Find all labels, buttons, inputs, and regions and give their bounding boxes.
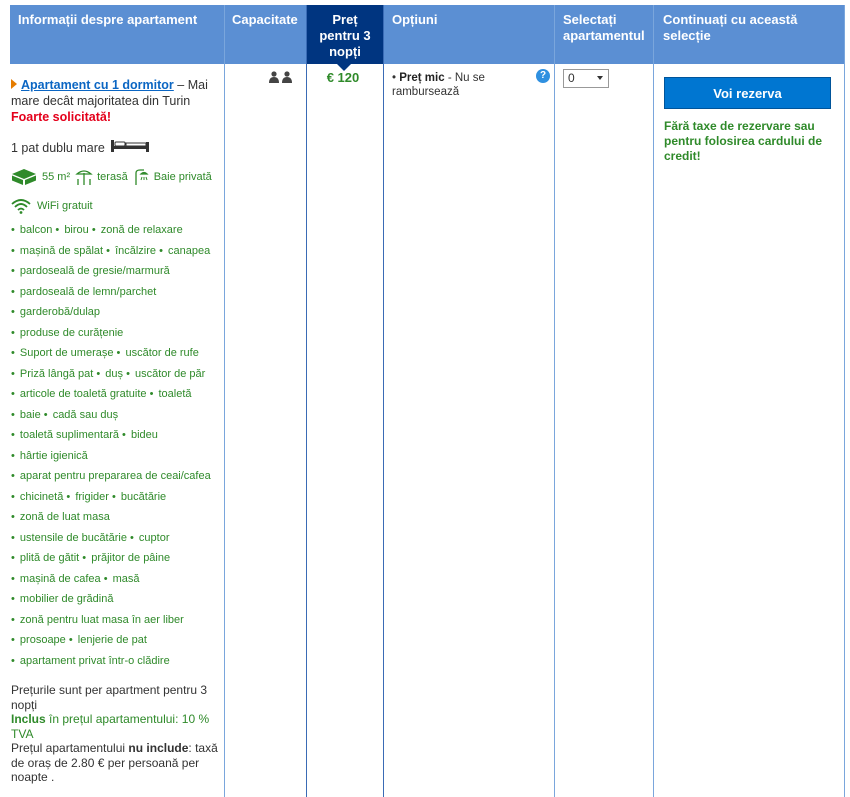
chevron-down-icon xyxy=(597,76,603,80)
wifi-label: WiFi gratuit xyxy=(37,200,93,212)
amenity-item: garderobă/dulap xyxy=(19,306,101,318)
amenity-item: articole de toaletă gratuite xyxy=(19,388,147,400)
amenity-line xyxy=(11,384,223,405)
amenity-item: hârtie igienică xyxy=(19,449,88,462)
bathroom-label: Baie privată xyxy=(153,171,212,183)
bullet-icon: • xyxy=(146,388,157,400)
amenity-item: prăjitor de pâine xyxy=(91,552,171,564)
amenity-item: prosoape xyxy=(19,634,66,646)
bed-info xyxy=(11,139,223,156)
header-select: Selectați apartamentul xyxy=(563,12,645,43)
bullet-icon: • xyxy=(11,593,18,605)
bullet-icon: • xyxy=(88,224,99,236)
bullet-icon: • xyxy=(113,347,124,359)
amenity-item: pardoseală de lemn/parchet xyxy=(19,285,157,298)
bullet-icon: • xyxy=(11,470,18,482)
bullet-icon: • xyxy=(11,511,18,523)
header-capacity: Capacitate xyxy=(232,12,298,27)
amenity-line xyxy=(11,261,223,282)
expand-arrow-icon xyxy=(11,79,17,89)
amenity-line xyxy=(11,323,223,344)
no-fees-notice: Fără taxe de rezervare sau pentru folosirea cardului de credit! xyxy=(664,119,823,163)
bullet-icon: • xyxy=(11,347,18,359)
amenity-item: zonă pentru luat masa în aer liber xyxy=(19,613,184,626)
bullet-icon: • xyxy=(103,244,114,257)
note-excluded-bold: nu include xyxy=(128,741,189,755)
header-price: Preț pentru 3 nopți xyxy=(307,5,383,64)
room-size-icon xyxy=(11,168,37,186)
capacity xyxy=(268,70,294,88)
amenity-line xyxy=(11,405,223,426)
option-item xyxy=(392,71,550,99)
apartment-info xyxy=(11,77,223,785)
column-divider xyxy=(383,5,384,797)
note-excluded-b: : taxă de oraș de 2.80 € per persoană per noapte . xyxy=(11,741,218,784)
note-included xyxy=(11,712,223,741)
facilities-row xyxy=(11,168,223,186)
amenity-line xyxy=(11,302,223,323)
bullet-icon: • xyxy=(11,265,18,277)
popular-badge: Foarte solicitată! xyxy=(11,110,112,124)
amenity-item: balcon xyxy=(19,224,53,236)
column-divider xyxy=(653,5,654,797)
amenity-line xyxy=(11,569,223,590)
amenity-line xyxy=(11,241,223,262)
amenity-line xyxy=(11,425,223,446)
amenity-item: bucătărie xyxy=(120,490,167,503)
amenity-item: zonă de relaxare xyxy=(100,224,183,236)
amenity-item: baie xyxy=(19,408,41,421)
bullet-icon: • xyxy=(11,306,18,318)
amenity-item: pardoseală de gresie/marmură xyxy=(19,265,170,277)
amenity-line xyxy=(11,651,223,672)
two-persons-icon xyxy=(268,71,294,83)
amenity-item: toaletă suplimentară xyxy=(19,429,119,441)
amenity-item: zonă de luat masa xyxy=(19,511,110,523)
wifi-info xyxy=(11,198,223,214)
amenity-item: frigider xyxy=(75,490,109,503)
bullet-icon: • xyxy=(11,408,18,421)
amenity-item: apartament privat într-o clădire xyxy=(19,654,170,667)
bullet-icon: • xyxy=(11,572,18,585)
amenity-line xyxy=(11,589,223,610)
help-icon[interactable]: ? xyxy=(536,69,550,83)
note-excluded xyxy=(11,741,223,785)
bullet-icon: • xyxy=(65,634,76,646)
terrace-label: terasă xyxy=(97,171,128,183)
amenity-item: toaletă xyxy=(158,388,192,400)
amenities-list xyxy=(11,220,223,671)
bullet-icon: • xyxy=(156,244,166,257)
amenity-item: uscător de păr xyxy=(135,367,206,380)
note-included-text: în prețul apartamentului: 10 % TVA xyxy=(11,712,210,741)
amenity-item: uscător de rufe xyxy=(125,347,199,359)
bullet-icon: • xyxy=(100,572,111,585)
bullet-icon: • xyxy=(63,490,74,503)
header-continue: Continuați cu această selecție xyxy=(663,12,798,43)
bullet-icon: • xyxy=(11,367,18,380)
amenity-line xyxy=(11,507,223,528)
option-title: Preț mic xyxy=(399,72,445,84)
header-apartment-info: Informații despre apartament xyxy=(18,12,198,27)
wifi-icon xyxy=(11,198,31,214)
price-value: € 120 xyxy=(326,70,360,85)
room-size xyxy=(11,168,70,186)
amenity-item: duș xyxy=(105,367,124,380)
reserve-button[interactable]: Voi rezerva xyxy=(664,77,831,109)
amenity-line xyxy=(11,528,223,549)
note-included-label: Inclus xyxy=(11,712,46,726)
column-divider xyxy=(306,5,307,797)
amenity-line xyxy=(11,446,223,467)
bullet-icon: • xyxy=(52,224,63,236)
bullet-icon: • xyxy=(11,634,18,646)
amenity-item: ustensile de bucătărie xyxy=(19,531,127,544)
bullet-icon: • xyxy=(118,429,129,441)
amenity-item: cadă sau duș xyxy=(52,408,119,421)
bullet-icon: • xyxy=(108,490,119,503)
bullet-icon: • xyxy=(11,449,18,462)
amenity-item: Priză lângă pat xyxy=(19,367,94,380)
apartment-name-link[interactable]: Apartament cu 1 dormitor xyxy=(21,78,174,92)
bullet-icon: • xyxy=(123,367,133,380)
bullet-icon: • xyxy=(11,552,18,564)
room-size-label: 55 m² xyxy=(42,171,71,183)
amenity-item: aparat pentru prepararea de ceai/cafea xyxy=(19,470,211,482)
bullet-icon: • xyxy=(11,490,18,503)
amenity-item: lenjerie de pat xyxy=(77,634,147,646)
amenity-line xyxy=(11,282,223,303)
bullet-icon: • xyxy=(11,613,18,626)
bullet-icon: • xyxy=(79,552,90,564)
bullet-icon: • xyxy=(93,367,104,380)
bullet-icon: • xyxy=(40,408,51,421)
bullet-icon: • xyxy=(11,429,18,441)
bullet-icon: • xyxy=(11,326,18,339)
amenity-item: bideu xyxy=(130,429,158,441)
amenity-line xyxy=(11,610,223,631)
amenity-item: chicinetă xyxy=(19,490,64,503)
select-value: 0 xyxy=(568,71,575,85)
amenity-item: canapea xyxy=(168,244,211,257)
amenity-line xyxy=(11,466,223,487)
terrace-icon xyxy=(75,168,93,186)
amenity-line xyxy=(11,364,223,385)
amenity-item: produse de curățenie xyxy=(19,326,124,339)
title-dash: – xyxy=(173,78,188,92)
option-bullet: • xyxy=(392,72,400,84)
bullet-icon: • xyxy=(11,531,18,544)
apartment-description: Mai mare decât majoritatea din Turin xyxy=(11,78,208,108)
bed-label: 1 pat dublu mare xyxy=(11,141,105,155)
amenity-item: birou xyxy=(64,224,89,236)
amenity-item: încălzire xyxy=(115,244,157,257)
column-divider xyxy=(844,5,845,797)
amenity-line xyxy=(11,548,223,569)
amenity-item: plită de gătit xyxy=(19,552,80,564)
shower-icon xyxy=(133,168,151,186)
bed-icon xyxy=(110,139,150,153)
option-description: - Nu se rambursează xyxy=(392,72,485,98)
amenity-line xyxy=(11,630,223,651)
apartment-quantity-select[interactable] xyxy=(563,69,609,88)
amenity-item: Suport de umerașe xyxy=(19,347,114,359)
amenity-line xyxy=(11,487,223,508)
private-bathroom xyxy=(133,168,212,186)
bullet-icon: • xyxy=(126,531,137,544)
note-excluded-a: Prețul apartamentului xyxy=(11,741,129,755)
amenity-item: masă xyxy=(112,572,140,585)
note-prices: Prețurile sunt per apartment pentru 3 nopți xyxy=(11,683,208,712)
bullet-icon: • xyxy=(11,244,18,257)
bullet-icon: • xyxy=(11,224,18,236)
terrace xyxy=(75,168,128,186)
amenity-line xyxy=(11,343,223,364)
amenity-item: mașină de spălat xyxy=(19,244,104,257)
bullet-icon: • xyxy=(11,654,18,667)
apartment-title-block xyxy=(11,77,223,125)
bullet-icon: • xyxy=(11,285,18,298)
price-notes xyxy=(11,683,223,785)
amenity-item: mobilier de grădină xyxy=(19,593,114,605)
amenity-item: cuptor xyxy=(138,531,170,544)
amenity-line xyxy=(11,220,223,241)
bullet-icon: • xyxy=(11,388,18,400)
table-header xyxy=(10,5,845,64)
column-divider xyxy=(224,5,225,797)
column-divider xyxy=(554,5,555,797)
amenity-item: mașină de cafea xyxy=(19,572,101,585)
header-options: Opțiuni xyxy=(392,12,438,27)
